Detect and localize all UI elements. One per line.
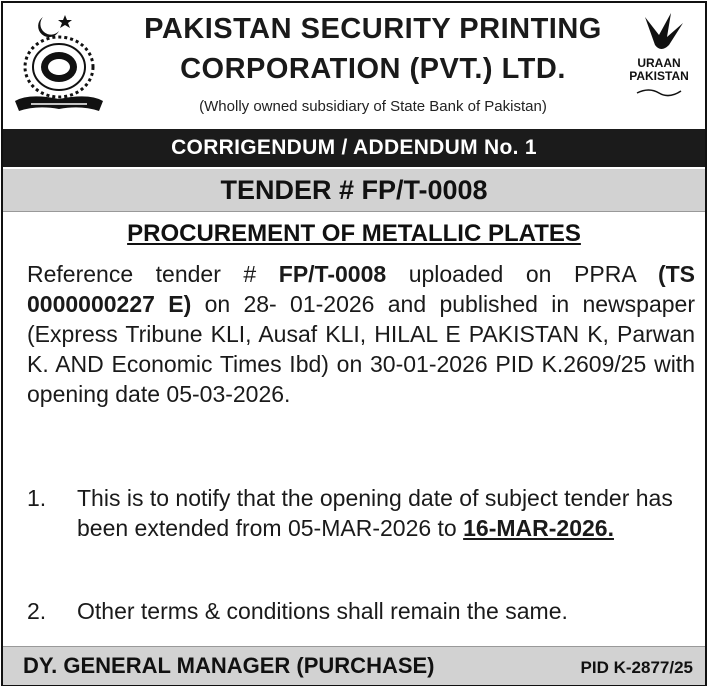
tender-notice [1,1,707,686]
list-item-text [77,483,695,543]
reference-tender-number: FP/T-0008 [278,261,387,287]
ppra-ts-number: (TS 0000000227 E) [27,261,695,317]
organization-name-line1: PAKISTAN SECURITY PRINTING [144,13,602,45]
crescent-star-emblem-icon [9,9,109,115]
organization-name-line2: CORPORATION (PVT.) LTD. [180,53,566,85]
campaign-logo-line2: PAKISTAN [629,69,689,83]
subject-heading: PROCUREMENT OF METALLIC PLATES [127,220,581,247]
reference-text-part3: on 28- 01-2026 and published in newspaper (Express Tribune KLI, Ausaf KLI, HILAL E PAKISTAN K, Parwan K. AND Economic Times Ibd) on 30-01-2026 PID K.2609/25 with opening date 05-03-2026. [27,291,695,407]
signatory-title: DY. GENERAL MANAGER (PURCHASE) [23,653,435,678]
list-item-number: 2. [27,598,47,624]
tender-number-bar: TENDER # FP/T-0008 [3,169,705,212]
reference-paragraph [27,259,695,409]
reference-text-part2: uploaded on PPRA [386,261,658,287]
corrigendum-title-bar: CORRIGENDUM / ADDENDUM No. 1 [3,129,705,167]
footer-bar [3,646,705,685]
campaign-logo-line1: URAAN [637,56,681,70]
header [3,3,705,127]
reference-text-part1: Reference tender # [27,261,279,287]
extension-notice-text: This is to notify that the opening date of subject tender has been extended from 05-MAR-2026 to [77,485,673,541]
list-item-text: Other terms & conditions shall remain the same. [77,598,568,624]
pid-number: PID K-2877/25 [580,658,693,677]
new-opening-date: 16-MAR-2026. [463,515,614,541]
subsidiary-note: (Wholly owned subsidiary of State Bank of Pakistan) [199,98,547,115]
bird-logo-icon [615,9,703,101]
list-item-number: 1. [27,485,47,511]
